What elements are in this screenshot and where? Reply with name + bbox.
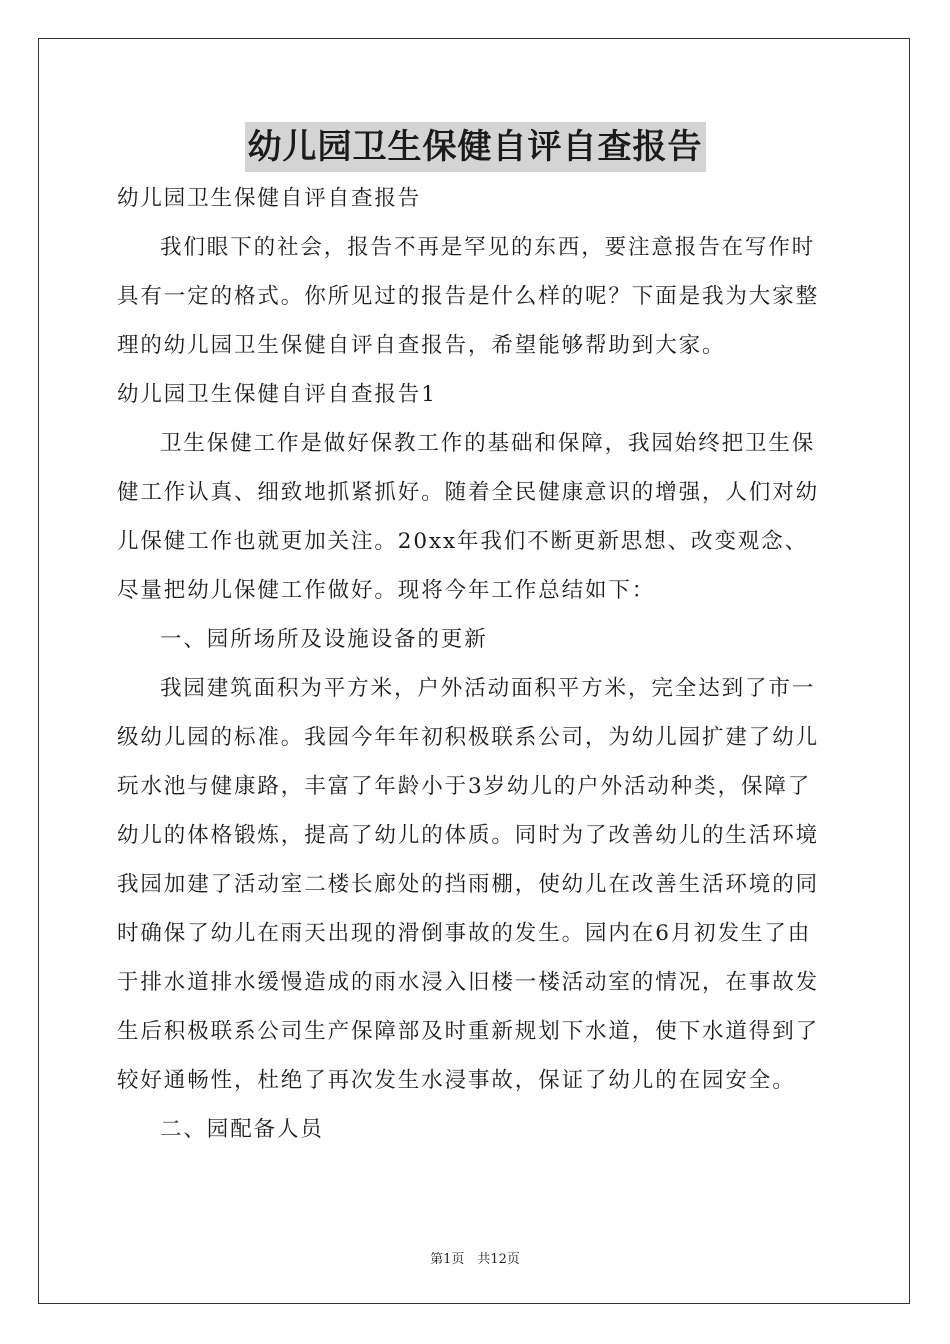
para2-line-7: 于排水道排水缓慢造成的雨水浸入旧楼一楼活动室的情况，在事故发	[117, 970, 820, 995]
document-title: 幼儿园卫生保健自评自查报告	[245, 122, 706, 172]
para2-line-1: 我园建筑面积为平方米，户外活动面积平方米，完全达到了市一	[160, 676, 816, 701]
section-heading-1: 一、园所场所及设施设备的更新	[160, 627, 488, 652]
page-footer	[0, 1248, 950, 1267]
document-body	[117, 174, 833, 1154]
para1-line-4: 尽量把幼儿保健工作做好。现将今年工作总结如下：	[117, 578, 656, 603]
para1-line-1: 卫生保健工作是做好保教工作的基础和保障，我园始终把卫生保	[160, 431, 816, 456]
para2-line-3: 玩水池与健康路，丰富了年龄小于3岁幼儿的户外活动种类，保障了	[117, 774, 812, 799]
para2-line-4: 幼儿的体格锻炼，提高了幼儿的体质。同时为了改善幼儿的生活环境	[117, 823, 820, 848]
intro-line-3: 理的幼儿园卫生保健自评自查报告，希望能够帮助到大家。	[117, 333, 726, 358]
para2-line-5: 我园加建了活动室二楼长廊处的挡雨棚，使幼儿在改善生活环境的同	[117, 872, 820, 897]
section-heading-2: 二、园配备人员	[160, 1117, 324, 1142]
intro-line-2: 具有一定的格式。你所见过的报告是什么样的呢？下面是我为大家整	[117, 284, 820, 309]
para2-line-6: 时确保了幼儿在雨天出现的滑倒事故的发生。园内在6月初发生了由	[117, 921, 812, 946]
para2-line-8: 生后积极联系公司生产保障部及时重新规划下水道，使下水道得到了	[117, 1019, 820, 1044]
intro-line-1: 我们眼下的社会，报告不再是罕见的东西，要注意报告在写作时	[160, 235, 816, 260]
subtitle: 幼儿园卫生保健自评自查报告	[117, 186, 422, 211]
report-heading: 幼儿园卫生保健自评自查报告1	[117, 382, 437, 407]
page-number: 第1页 共12页	[430, 1252, 520, 1267]
para2-line-9: 较好通畅性，杜绝了再次发生水浸事故，保证了幼儿的在园安全。	[117, 1068, 796, 1093]
para1-line-3: 儿保健工作也就更加关注。20xx年我们不断更新思想、改变观念、	[117, 529, 809, 554]
para1-line-2: 健工作认真、细致地抓紧抓好。随着全民健康意识的增强，人们对幼	[117, 480, 820, 505]
document-title-wrap	[0, 122, 950, 172]
para2-line-2: 级幼儿园的标准。我园今年年初积极联系公司，为幼儿园扩建了幼儿	[117, 725, 820, 750]
